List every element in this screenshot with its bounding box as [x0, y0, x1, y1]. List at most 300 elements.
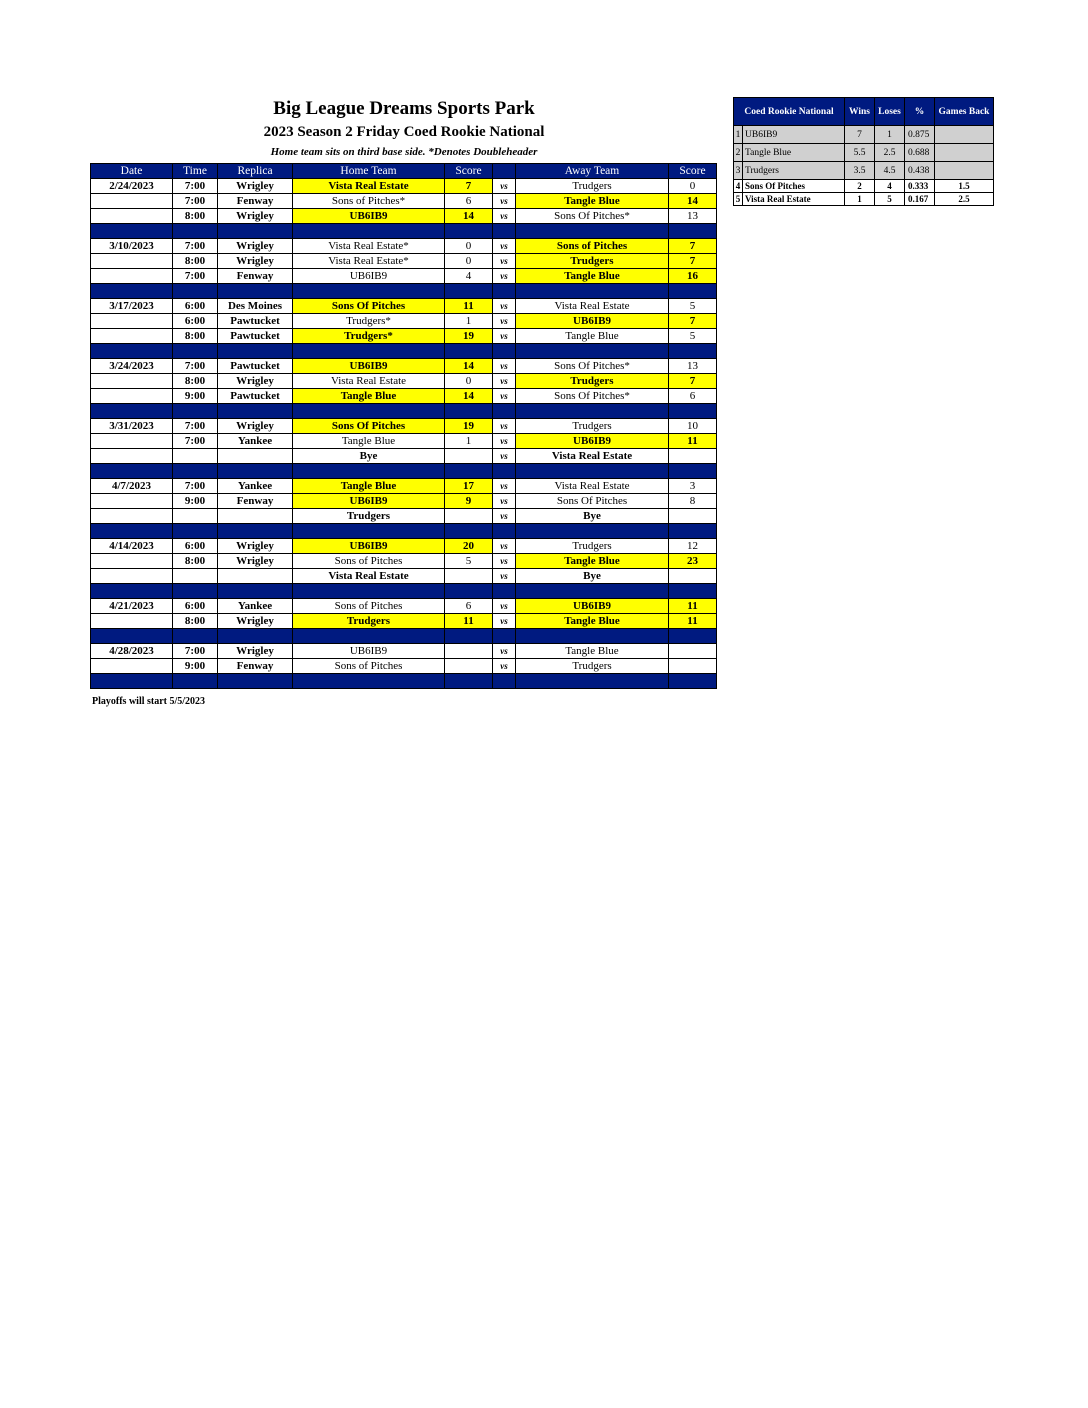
standings-games-back: 1.5	[935, 180, 994, 193]
separator-cell	[445, 224, 493, 239]
away-team: Bye	[516, 569, 669, 584]
away-team: UB6IB9	[516, 599, 669, 614]
vs-label: vs	[493, 419, 516, 434]
away-score: 3	[669, 479, 717, 494]
separator-cell	[91, 629, 173, 644]
game-time: 7:00	[173, 239, 218, 254]
away-team: Bye	[516, 509, 669, 524]
home-team: Sons of Pitches	[293, 554, 445, 569]
standings-column-header: Loses	[875, 98, 905, 126]
game-field: Fenway	[218, 494, 293, 509]
home-team: Bye	[293, 449, 445, 464]
standings-rank: 1	[734, 126, 743, 144]
home-score: 6	[445, 194, 493, 209]
home-score: 14	[445, 389, 493, 404]
home-team: Trudgers*	[293, 329, 445, 344]
standings-wins: 3.5	[845, 162, 875, 180]
separator-cell	[218, 224, 293, 239]
standings-row	[734, 180, 994, 193]
away-team: Trudgers	[516, 419, 669, 434]
game-field: Wrigley	[218, 179, 293, 194]
home-score	[445, 644, 493, 659]
standings-row	[734, 126, 994, 144]
separator-cell	[173, 224, 218, 239]
separator-cell	[516, 284, 669, 299]
game-time: 8:00	[173, 614, 218, 629]
game-row	[91, 659, 717, 674]
week-separator	[91, 674, 717, 689]
vs-label: vs	[493, 479, 516, 494]
game-row	[91, 209, 717, 224]
separator-cell	[669, 284, 717, 299]
away-team: Vista Real Estate	[516, 449, 669, 464]
game-field: Fenway	[218, 659, 293, 674]
game-field: Wrigley	[218, 254, 293, 269]
game-row	[91, 644, 717, 659]
week-separator	[91, 224, 717, 239]
home-team: Tangle Blue	[293, 479, 445, 494]
away-team: Sons Of Pitches*	[516, 389, 669, 404]
standings-pct: 0.333	[905, 180, 935, 193]
game-field: Pawtucket	[218, 314, 293, 329]
away-team: Tangle Blue	[516, 644, 669, 659]
home-score: 6	[445, 599, 493, 614]
separator-cell	[445, 284, 493, 299]
game-row	[91, 419, 717, 434]
schedule-note: Home team sits on third base side. *Denotes Doubleheader	[270, 146, 538, 158]
game-time	[173, 449, 218, 464]
away-team: Sons of Pitches	[516, 239, 669, 254]
home-score	[445, 449, 493, 464]
playoffs-note: Playoffs will start 5/5/2023	[92, 696, 206, 707]
separator-cell	[173, 344, 218, 359]
game-row	[91, 599, 717, 614]
standings-column-header: %	[905, 98, 935, 126]
separator-cell	[516, 344, 669, 359]
standings-games-back: 2.5	[935, 193, 994, 206]
column-header	[493, 164, 516, 179]
game-row	[91, 479, 717, 494]
separator-cell	[445, 464, 493, 479]
standings-division-header: Coed Rookie National	[734, 98, 845, 126]
home-team: Vista Real Estate	[293, 179, 445, 194]
standings-pct: 0.167	[905, 193, 935, 206]
home-team: Trudgers*	[293, 314, 445, 329]
page-subtitle: 2023 Season 2 Friday Coed Rookie National	[263, 124, 545, 140]
vs-label: vs	[493, 314, 516, 329]
column-header: Time	[173, 164, 218, 179]
away-team: Vista Real Estate	[516, 299, 669, 314]
home-score: 1	[445, 314, 493, 329]
away-score: 7	[669, 254, 717, 269]
game-time: 7:00	[173, 479, 218, 494]
away-score: 5	[669, 329, 717, 344]
home-score: 7	[445, 179, 493, 194]
away-score	[669, 569, 717, 584]
game-field: Yankee	[218, 599, 293, 614]
week-separator	[91, 344, 717, 359]
separator-cell	[669, 404, 717, 419]
separator-cell	[493, 284, 516, 299]
page-title: Big League Dreams Sports Park	[273, 98, 535, 119]
away-score: 10	[669, 419, 717, 434]
home-score: 19	[445, 329, 493, 344]
separator-cell	[293, 464, 445, 479]
game-date	[91, 554, 173, 569]
away-team: Tangle Blue	[516, 329, 669, 344]
game-field: Wrigley	[218, 374, 293, 389]
game-date: 3/24/2023	[91, 359, 173, 374]
standings-team: UB6IB9	[743, 126, 845, 144]
standings-rank: 5	[734, 193, 743, 206]
away-score: 13	[669, 209, 717, 224]
column-header: Away Team	[516, 164, 669, 179]
away-score	[669, 509, 717, 524]
separator-cell	[493, 584, 516, 599]
standings-column-header: Games Back	[935, 98, 994, 126]
game-time: 6:00	[173, 539, 218, 554]
separator-cell	[516, 674, 669, 689]
separator-cell	[516, 524, 669, 539]
away-team: UB6IB9	[516, 434, 669, 449]
game-field: Fenway	[218, 269, 293, 284]
away-score	[669, 659, 717, 674]
standings-loses: 4.5	[875, 162, 905, 180]
game-field	[218, 569, 293, 584]
week-separator	[91, 404, 717, 419]
game-time	[173, 569, 218, 584]
standings-table	[733, 97, 994, 206]
game-date: 3/17/2023	[91, 299, 173, 314]
separator-cell	[293, 524, 445, 539]
separator-cell	[445, 674, 493, 689]
separator-cell	[493, 224, 516, 239]
away-score: 7	[669, 314, 717, 329]
away-score	[669, 644, 717, 659]
separator-cell	[516, 629, 669, 644]
game-time: 8:00	[173, 374, 218, 389]
vs-label: vs	[493, 269, 516, 284]
standings-team: Sons Of Pitches	[743, 180, 845, 193]
separator-cell	[293, 284, 445, 299]
standings-wins: 7	[845, 126, 875, 144]
home-score: 0	[445, 239, 493, 254]
away-score	[669, 449, 717, 464]
separator-cell	[516, 464, 669, 479]
game-field: Yankee	[218, 479, 293, 494]
away-score: 23	[669, 554, 717, 569]
vs-label: vs	[493, 434, 516, 449]
game-field	[218, 509, 293, 524]
game-row	[91, 299, 717, 314]
home-team: UB6IB9	[293, 209, 445, 224]
separator-cell	[493, 524, 516, 539]
game-field: Pawtucket	[218, 389, 293, 404]
game-date	[91, 194, 173, 209]
game-date: 3/10/2023	[91, 239, 173, 254]
home-team: UB6IB9	[293, 269, 445, 284]
game-date: 2/24/2023	[91, 179, 173, 194]
game-field: Wrigley	[218, 539, 293, 554]
home-team: Vista Real Estate*	[293, 254, 445, 269]
home-team: UB6IB9	[293, 539, 445, 554]
home-score: 14	[445, 359, 493, 374]
away-score: 8	[669, 494, 717, 509]
game-time: 8:00	[173, 554, 218, 569]
game-date	[91, 494, 173, 509]
vs-label: vs	[493, 209, 516, 224]
vs-label: vs	[493, 554, 516, 569]
game-date	[91, 314, 173, 329]
home-score	[445, 659, 493, 674]
game-row	[91, 359, 717, 374]
separator-cell	[91, 524, 173, 539]
game-row	[91, 239, 717, 254]
game-field: Fenway	[218, 194, 293, 209]
separator-cell	[91, 674, 173, 689]
standings-rank: 3	[734, 162, 743, 180]
vs-label: vs	[493, 239, 516, 254]
home-team: Tangle Blue	[293, 434, 445, 449]
vs-label: vs	[493, 509, 516, 524]
game-time: 9:00	[173, 389, 218, 404]
column-header: Date	[91, 164, 173, 179]
game-row	[91, 179, 717, 194]
schedule-header-row	[91, 164, 717, 179]
away-team: Trudgers	[516, 179, 669, 194]
away-score: 13	[669, 359, 717, 374]
away-score: 11	[669, 614, 717, 629]
game-date	[91, 509, 173, 524]
week-separator	[91, 524, 717, 539]
separator-cell	[493, 404, 516, 419]
vs-label: vs	[493, 254, 516, 269]
separator-cell	[293, 404, 445, 419]
home-score: 0	[445, 254, 493, 269]
game-row	[91, 509, 717, 524]
away-score: 14	[669, 194, 717, 209]
game-date	[91, 449, 173, 464]
game-date	[91, 659, 173, 674]
game-date	[91, 569, 173, 584]
separator-cell	[293, 629, 445, 644]
game-time: 9:00	[173, 494, 218, 509]
home-score: 0	[445, 374, 493, 389]
away-team: UB6IB9	[516, 314, 669, 329]
game-time: 8:00	[173, 209, 218, 224]
week-separator	[91, 584, 717, 599]
game-date: 4/28/2023	[91, 644, 173, 659]
away-score: 11	[669, 434, 717, 449]
game-date	[91, 329, 173, 344]
away-team: Sons Of Pitches*	[516, 359, 669, 374]
home-score: 11	[445, 299, 493, 314]
game-date: 3/31/2023	[91, 419, 173, 434]
game-time: 7:00	[173, 269, 218, 284]
home-team: Sons of Pitches	[293, 599, 445, 614]
vs-label: vs	[493, 569, 516, 584]
vs-label: vs	[493, 659, 516, 674]
game-time: 9:00	[173, 659, 218, 674]
separator-cell	[293, 584, 445, 599]
game-field	[218, 449, 293, 464]
home-score	[445, 509, 493, 524]
game-field: Yankee	[218, 434, 293, 449]
away-team: Trudgers	[516, 659, 669, 674]
separator-cell	[445, 344, 493, 359]
away-score: 0	[669, 179, 717, 194]
away-score: 7	[669, 239, 717, 254]
home-score: 9	[445, 494, 493, 509]
away-team: Sons Of Pitches*	[516, 209, 669, 224]
game-date	[91, 434, 173, 449]
home-score: 4	[445, 269, 493, 284]
separator-cell	[669, 344, 717, 359]
home-team: Trudgers	[293, 509, 445, 524]
separator-cell	[493, 464, 516, 479]
game-time: 8:00	[173, 329, 218, 344]
home-score: 14	[445, 209, 493, 224]
home-score	[445, 569, 493, 584]
column-header: Replica	[218, 164, 293, 179]
vs-label: vs	[493, 299, 516, 314]
home-team: Tangle Blue	[293, 389, 445, 404]
separator-cell	[445, 584, 493, 599]
standings-loses: 1	[875, 126, 905, 144]
away-score: 5	[669, 299, 717, 314]
standings-row	[734, 144, 994, 162]
game-date	[91, 209, 173, 224]
vs-label: vs	[493, 494, 516, 509]
standings-loses: 4	[875, 180, 905, 193]
separator-cell	[445, 524, 493, 539]
separator-cell	[218, 284, 293, 299]
game-date	[91, 614, 173, 629]
away-team: Sons Of Pitches	[516, 494, 669, 509]
away-team: Trudgers	[516, 254, 669, 269]
game-row	[91, 614, 717, 629]
separator-cell	[218, 524, 293, 539]
vs-label: vs	[493, 644, 516, 659]
vs-label: vs	[493, 374, 516, 389]
game-row	[91, 314, 717, 329]
home-team: Sons of Pitches*	[293, 194, 445, 209]
vs-label: vs	[493, 389, 516, 404]
game-row	[91, 539, 717, 554]
game-time	[173, 509, 218, 524]
separator-cell	[91, 404, 173, 419]
game-date: 4/21/2023	[91, 599, 173, 614]
away-team: Tangle Blue	[516, 269, 669, 284]
standings-wins: 2	[845, 180, 875, 193]
separator-cell	[218, 584, 293, 599]
separator-cell	[516, 404, 669, 419]
week-separator	[91, 464, 717, 479]
home-team: Sons Of Pitches	[293, 299, 445, 314]
separator-cell	[669, 584, 717, 599]
home-score: 5	[445, 554, 493, 569]
standings-games-back	[935, 144, 994, 162]
home-team: Vista Real Estate	[293, 569, 445, 584]
separator-cell	[293, 674, 445, 689]
separator-cell	[669, 629, 717, 644]
separator-cell	[218, 674, 293, 689]
game-row	[91, 434, 717, 449]
home-team: Sons of Pitches	[293, 659, 445, 674]
away-team: Tangle Blue	[516, 554, 669, 569]
vs-label: vs	[493, 449, 516, 464]
away-team: Vista Real Estate	[516, 479, 669, 494]
game-field: Wrigley	[218, 209, 293, 224]
standings-header-row	[734, 98, 994, 126]
game-field: Wrigley	[218, 419, 293, 434]
column-header: Home Team	[293, 164, 445, 179]
home-team: UB6IB9	[293, 359, 445, 374]
standings-loses: 5	[875, 193, 905, 206]
home-team: UB6IB9	[293, 644, 445, 659]
home-score: 20	[445, 539, 493, 554]
separator-cell	[173, 404, 218, 419]
away-team: Tangle Blue	[516, 614, 669, 629]
game-field: Wrigley	[218, 644, 293, 659]
away-team: Trudgers	[516, 374, 669, 389]
game-time: 6:00	[173, 599, 218, 614]
away-score: 7	[669, 374, 717, 389]
game-row	[91, 389, 717, 404]
game-time: 7:00	[173, 179, 218, 194]
standings-pct: 0.875	[905, 126, 935, 144]
separator-cell	[173, 524, 218, 539]
game-field: Pawtucket	[218, 329, 293, 344]
separator-cell	[173, 629, 218, 644]
vs-label: vs	[493, 329, 516, 344]
standings-team: Tangle Blue	[743, 144, 845, 162]
separator-cell	[218, 404, 293, 419]
away-score: 11	[669, 599, 717, 614]
separator-cell	[669, 674, 717, 689]
separator-cell	[293, 224, 445, 239]
game-time: 7:00	[173, 194, 218, 209]
separator-cell	[91, 464, 173, 479]
game-field: Wrigley	[218, 239, 293, 254]
game-row	[91, 449, 717, 464]
game-date	[91, 389, 173, 404]
separator-cell	[493, 344, 516, 359]
game-field: Wrigley	[218, 614, 293, 629]
game-time: 6:00	[173, 314, 218, 329]
standings-team: Vista Real Estate	[743, 193, 845, 206]
separator-cell	[173, 284, 218, 299]
game-row	[91, 569, 717, 584]
standings-wins: 5.5	[845, 144, 875, 162]
game-field: Des Moines	[218, 299, 293, 314]
separator-cell	[445, 629, 493, 644]
game-row	[91, 269, 717, 284]
separator-cell	[91, 224, 173, 239]
vs-label: vs	[493, 614, 516, 629]
game-row	[91, 254, 717, 269]
away-score: 12	[669, 539, 717, 554]
standings-wins: 1	[845, 193, 875, 206]
game-date: 4/7/2023	[91, 479, 173, 494]
game-date: 4/14/2023	[91, 539, 173, 554]
game-row	[91, 374, 717, 389]
away-score: 16	[669, 269, 717, 284]
standings-rank: 4	[734, 180, 743, 193]
home-score: 11	[445, 614, 493, 629]
vs-label: vs	[493, 359, 516, 374]
separator-cell	[493, 629, 516, 644]
